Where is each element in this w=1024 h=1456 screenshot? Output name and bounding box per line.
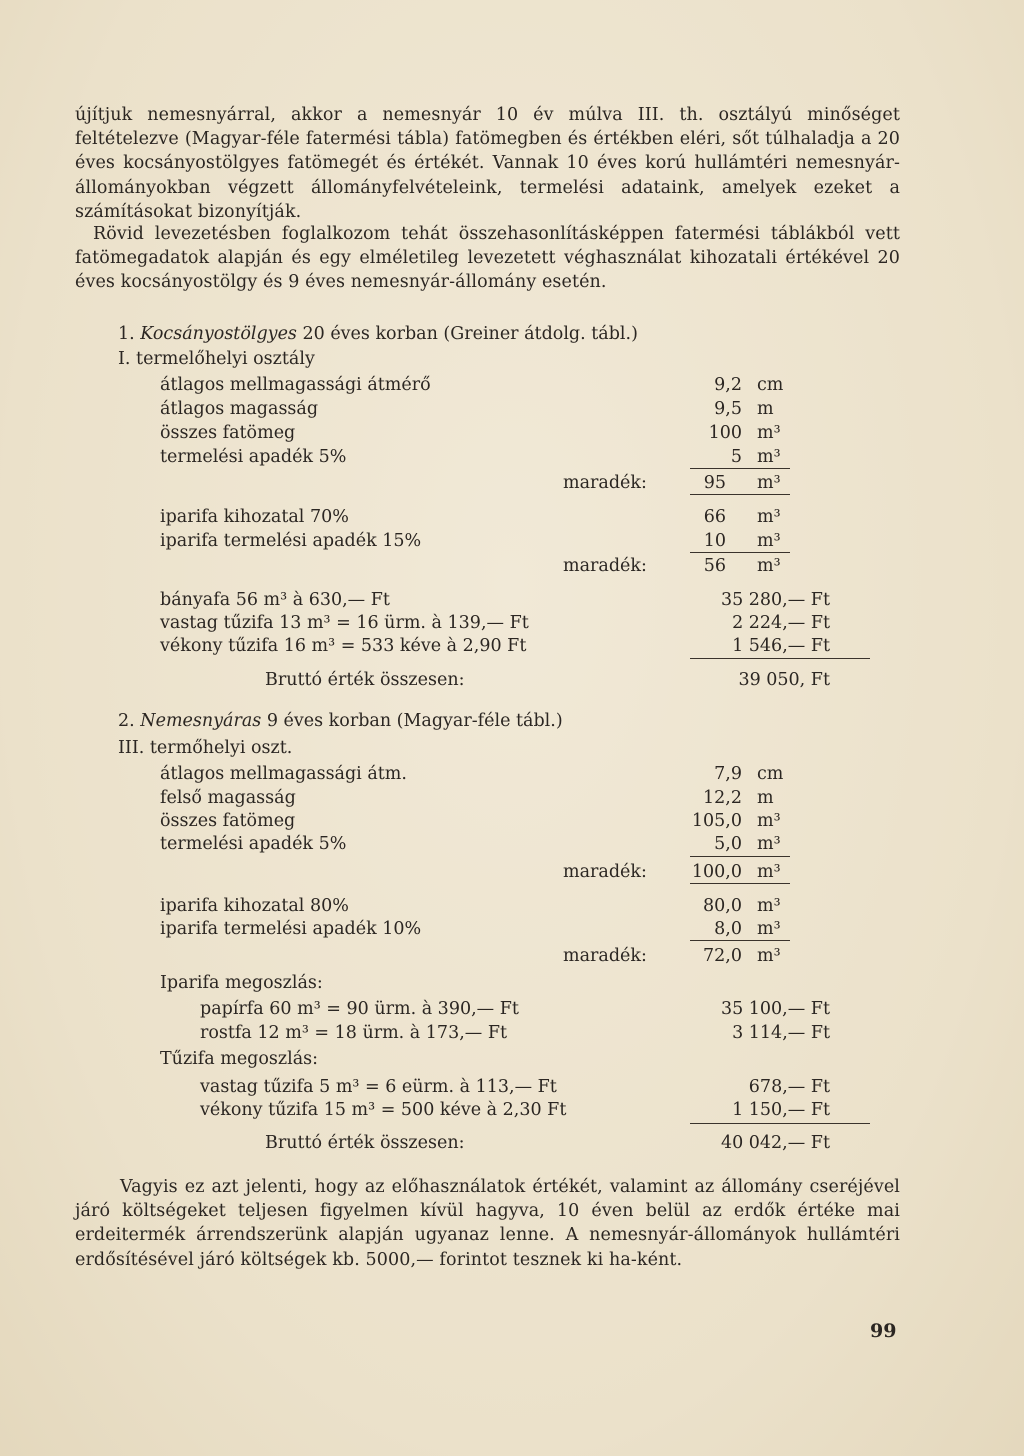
s2-row-unit: cm [757, 764, 784, 784]
s2-row2-label: iparifa termelési apadék 10% [160, 919, 422, 939]
section1-title-italic: Kocsányostölgyes [140, 324, 297, 344]
remainder-label: maradék: [563, 946, 647, 966]
s2-industrial-item-value: 35 100,— Ft [720, 999, 830, 1019]
s2-row-unit: m³ [757, 834, 781, 854]
s2-total-value: 40 042,— Ft [720, 1133, 830, 1153]
sum-rule [690, 494, 790, 495]
s2-row2-value: 8,0 [714, 919, 742, 939]
s2-row-label: átlagos mellmagassági átm. [160, 764, 407, 784]
total-rule [690, 1123, 870, 1124]
s1-row2-value: 10 [703, 531, 726, 551]
s2-remainder2-unit: m³ [757, 946, 781, 966]
total-rule [690, 658, 870, 659]
s1-remainder2-unit: m³ [757, 556, 781, 576]
sum-rule [690, 856, 790, 857]
s2-row-value: 105,0 [691, 811, 742, 831]
s1-row2-unit: m³ [757, 531, 781, 551]
s2-row2-value: 80,0 [703, 896, 742, 916]
section2-title-rest: 9 éves korban (Magyar-féle tábl.) [266, 711, 563, 731]
s1-row-unit: m³ [757, 423, 781, 443]
closing-paragraph: Vagyis ez azt jelenti, hogy az előhasználatok értékét, valamint az állomány cseréjével járó költségeket teljesen figyelmen kívül hagyva, 10 éven belül az erdők értéke mai erdeitermék árrendszerünk alapján ugyanaz lenne. A nemesnyár-állományok hullámtéri erdősítésével járó költségek kb. 5000,— forintot tesznek ki ha-ként. [75, 1177, 900, 1270]
s2-firewood-item-label: vékony tűzifa 15 m³ = 500 kéve à 2,30 Ft [200, 1100, 567, 1120]
s1-row-value: 100 [708, 423, 742, 443]
s2-row-unit: m³ [757, 811, 781, 831]
s2-row-value: 5,0 [714, 834, 742, 854]
section1-site-class: I. termelőhelyi osztály [118, 349, 315, 369]
s2-row-value: 7,9 [714, 764, 742, 784]
s2-row-value: 12,2 [703, 788, 742, 808]
s2-firewood-label: Tűzifa megoszlás: [160, 1049, 319, 1069]
section1-number: 1. [118, 324, 135, 344]
s1-row-value: 5 [730, 447, 742, 467]
section2-number: 2. [118, 711, 135, 731]
s2-firewood-item-label: vastag tűzifa 5 m³ = 6 eürm. à 113,— Ft [200, 1077, 557, 1097]
sum-rule [690, 883, 790, 884]
s1-total-label: Bruttó érték összesen: [265, 670, 465, 690]
s2-industrial-item-label: rostfa 12 m³ = 18 ürm. à 173,— Ft [200, 1023, 508, 1043]
section1-title-rest: 20 éves korban (Greiner átdolg. tábl.) [302, 324, 638, 344]
remainder-label: maradék: [563, 473, 647, 493]
remainder-label: maradék: [563, 862, 647, 882]
s1-remainder-unit: m³ [757, 473, 781, 493]
s1-total-value: 39 050, Ft [738, 670, 830, 690]
s1-row-value: 9,5 [714, 399, 742, 419]
s1-row-unit: cm [757, 375, 784, 395]
s1-row-label: termelési apadék 5% [160, 447, 347, 467]
sum-rule [690, 468, 790, 469]
s2-total-label: Bruttó érték összesen: [265, 1133, 465, 1153]
sum-rule [690, 552, 790, 553]
s2-firewood-item-value: 678,— Ft [748, 1077, 830, 1097]
s2-row-label: termelési apadék 5% [160, 834, 347, 854]
s2-row2-label: iparifa kihozatal 80% [160, 896, 349, 916]
s2-remainder-unit: m³ [757, 862, 781, 882]
remainder-label: maradék: [563, 556, 647, 576]
s1-row-unit: m³ [757, 447, 781, 467]
s2-industrial-item-value: 3 114,— Ft [732, 1023, 830, 1043]
s1-remainder2-value: 56 [703, 556, 726, 576]
s2-firewood-item-value: 1 150,— Ft [732, 1100, 830, 1120]
s2-row-label: összes fatömeg [160, 811, 296, 831]
s2-industrial-item-label: papírfa 60 m³ = 90 ürm. à 390,— Ft [200, 999, 519, 1019]
s1-row-unit: m [757, 399, 774, 419]
section2-title-italic: Nemesnyáras [140, 711, 262, 731]
s1-money-label: vékony tűzifa 16 m³ = 533 kéve à 2,90 Ft [160, 636, 527, 656]
s2-row2-unit: m³ [757, 896, 781, 916]
s1-row2-unit: m³ [757, 507, 781, 527]
s2-row2-unit: m³ [757, 919, 781, 939]
sum-rule [690, 940, 790, 941]
section2-heading [118, 709, 563, 733]
second-paragraph: Rövid levezetésben foglalkozom tehát összehasonlításképpen fatermési táblákból vett fatömegadatok alapján és egy elméletileg levezetett véghasználat kihozatali értékével 20 éves kocsányostölgy és 9 éves nemesnyár-állomány esetén. [75, 224, 900, 293]
s1-row-value: 9,2 [714, 375, 742, 395]
page-number: 99 [870, 1320, 897, 1342]
section2-site-class: III. termőhelyi oszt. [118, 738, 293, 758]
s2-remainder-value: 100,0 [691, 862, 742, 882]
s1-money-value: 1 546,— Ft [732, 636, 830, 656]
s1-money-value: 2 224,— Ft [732, 613, 830, 633]
s2-row-unit: m [757, 788, 774, 808]
s1-money-value: 35 280,— Ft [720, 590, 830, 610]
s1-row2-value: 66 [703, 507, 726, 527]
s2-row-label: felső magasság [160, 788, 296, 808]
s1-row2-label: iparifa kihozatal 70% [160, 507, 349, 527]
s1-row-label: átlagos magasság [160, 399, 319, 419]
s1-money-label: bányafa 56 m³ à 630,— Ft [160, 590, 390, 610]
section1-heading [118, 322, 638, 346]
s1-row-label: átlagos mellmagassági átmérő [160, 375, 431, 395]
s1-money-label: vastag tűzifa 13 m³ = 16 ürm. à 139,— Ft [160, 613, 529, 633]
s2-industrial-label: Iparifa megoszlás: [160, 973, 323, 993]
intro-paragraph: újítjuk nemesnyárral, akkor a nemesnyár 10 év múlva III. th. osztályú minőséget feltételezve (Magyar-féle fatermési tábla) fatömegben és értékben eléri, sőt túlhaladja a 20 éves kocsányostölgyes fatömegét és értékét. Vannak 10 éves korú hullámtéri nemesnyár-állományokban végzett állományfelvételeink, termelési adataink, amelyek ezeket a számításokat bizonyítják. [75, 105, 900, 222]
s1-row2-label: iparifa termelési apadék 15% [160, 531, 422, 551]
s1-row-label: összes fatömeg [160, 423, 296, 443]
s2-remainder2-value: 72,0 [703, 946, 742, 966]
s1-remainder-value: 95 [703, 473, 726, 493]
